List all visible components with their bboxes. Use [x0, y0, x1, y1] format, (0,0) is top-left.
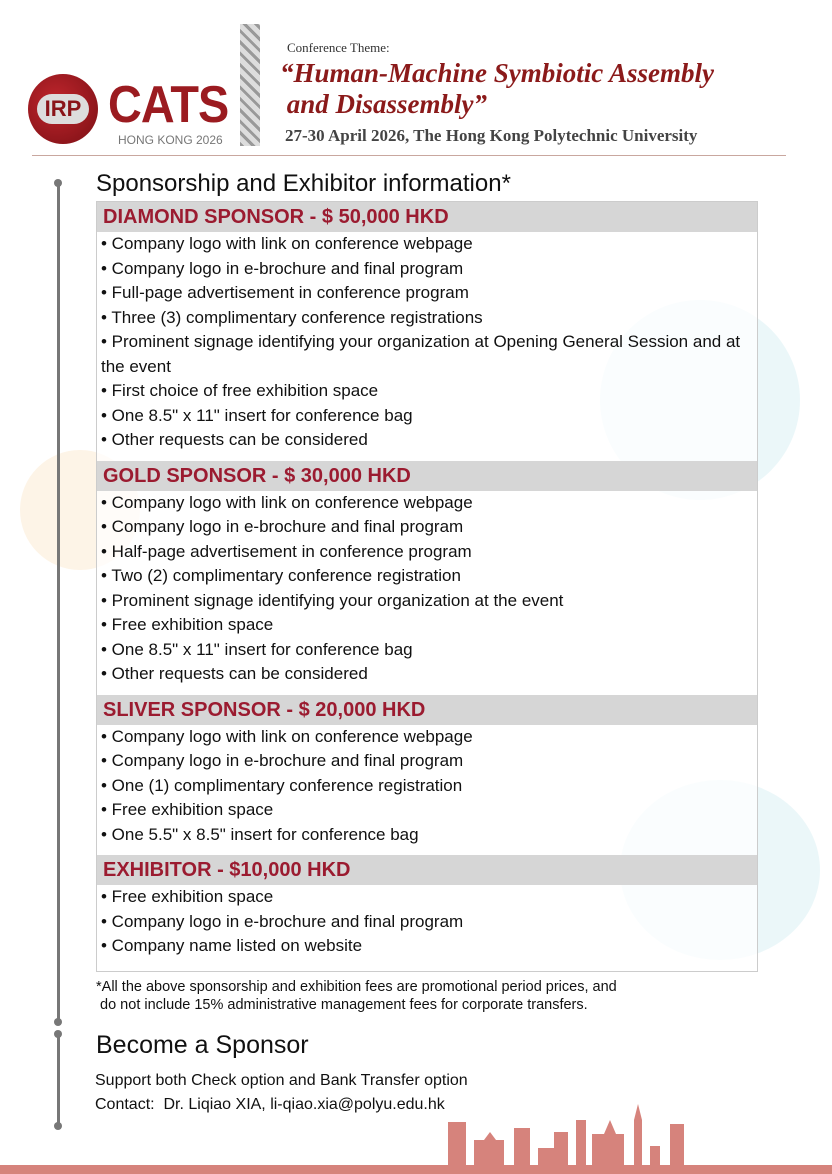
timeline-dot	[54, 1018, 62, 1026]
benefit-item: • Free exhibition space	[101, 887, 274, 906]
benefit-item: • Company logo with link on conference webpage	[101, 726, 473, 746]
sponsorship-table	[96, 201, 758, 972]
benefit-item: • Company logo in e-brochure and final program	[101, 517, 464, 536]
tier-heading: DIAMOND SPONSOR - $ 50,000 HKD	[97, 202, 757, 232]
benefit-item: • One 5.5" x 8.5" insert for conference bag	[101, 824, 419, 844]
benefit-item: • Two (2) complimentary conference registration	[101, 566, 461, 585]
benefit-item: • One (1) complimentary conference registration	[101, 775, 463, 795]
tier-heading: EXHIBITOR - $10,000 HKD	[97, 855, 757, 885]
section-title: Sponsorship and Exhibitor information*	[96, 170, 511, 197]
note-line: do not include 15% administrative management fees for corporate transfers.	[96, 997, 588, 1013]
benefit-item: • Other requests can be considered	[101, 430, 368, 449]
benefit-item: • One 8.5" x 11" insert for conference bag	[101, 405, 413, 425]
sponsor-tier-diamond	[97, 202, 757, 453]
conference-theme	[280, 58, 714, 120]
benefit-item: • Prominent signage identifying your organization at the event	[101, 590, 564, 610]
cirp-logo	[28, 74, 98, 144]
benefit-item: • Company logo with link on conference webpage	[101, 234, 473, 253]
benefit-item: • Company logo in e-brochure and final program	[101, 258, 464, 278]
benefit-item: • Company name listed on website	[101, 936, 363, 955]
timeline-line	[57, 183, 60, 1023]
theme-line: “Human-Machine Symbiotic Assembly	[280, 58, 715, 88]
benefit-item: • Company logo with link on conference webpage	[101, 492, 473, 512]
contact-info: Contact: Dr. Liqiao XIA, li-qiao.xia@polyu.edu.hk	[95, 1096, 445, 1113]
sponsor-tier-exhibitor	[97, 855, 757, 959]
theme-line: and Disassembly”	[280, 89, 488, 119]
benefit-item: • Other requests can be considered	[101, 664, 368, 683]
become-sponsor-title: Become a Sponsor	[96, 1031, 309, 1059]
benefit-item: • Half-page advertisement in conference program	[101, 541, 472, 561]
tower-icon	[240, 24, 260, 146]
footer-bar	[0, 1165, 832, 1174]
logo-subtitle: HONG KONG 2026	[118, 133, 223, 147]
benefit-item: • Free exhibition space	[101, 800, 274, 819]
benefit-item: • Company logo in e-brochure and final program	[101, 911, 464, 931]
conference-dates: 27-30 April 2026, The Hong Kong Polytechnic University	[285, 126, 698, 145]
sponsor-tier-gold	[97, 461, 757, 687]
benefit-item: • First choice of free exhibition space	[101, 381, 379, 400]
tier-heading: GOLD SPONSOR - $ 30,000 HKD	[97, 461, 757, 491]
theme-label: Conference Theme:	[287, 40, 390, 55]
logo-name: CATS	[108, 76, 229, 134]
timeline-line	[57, 1034, 60, 1126]
skyline-illustration	[440, 1100, 832, 1174]
timeline-dot	[54, 1122, 62, 1130]
benefit-item: • Three (3) complimentary conference registrations	[101, 307, 483, 327]
logo-badge: IRP	[37, 94, 89, 124]
tier-heading: SLIVER SPONSOR - $ 20,000 HKD	[97, 695, 757, 725]
benefit-item: • One 8.5" x 11" insert for conference bag	[101, 639, 413, 659]
benefit-item: • Company logo in e-brochure and final program	[101, 751, 464, 770]
divider	[32, 155, 786, 156]
timeline-dot	[54, 1030, 62, 1038]
note-line: *All the above sponsorship and exhibition fees are promotional period prices, and	[96, 979, 617, 995]
benefit-item: • Free exhibition space	[101, 615, 274, 634]
timeline-dot	[54, 179, 62, 187]
benefit-item: • Prominent signage identifying your organization at Opening General Session and at the event	[101, 332, 741, 376]
sponsor-tier-silver	[97, 695, 757, 848]
benefit-item: • Full-page advertisement in conference program	[101, 283, 469, 302]
fee-note	[96, 978, 617, 1014]
payment-options: Support both Check option and Bank Transfer option	[95, 1072, 468, 1089]
